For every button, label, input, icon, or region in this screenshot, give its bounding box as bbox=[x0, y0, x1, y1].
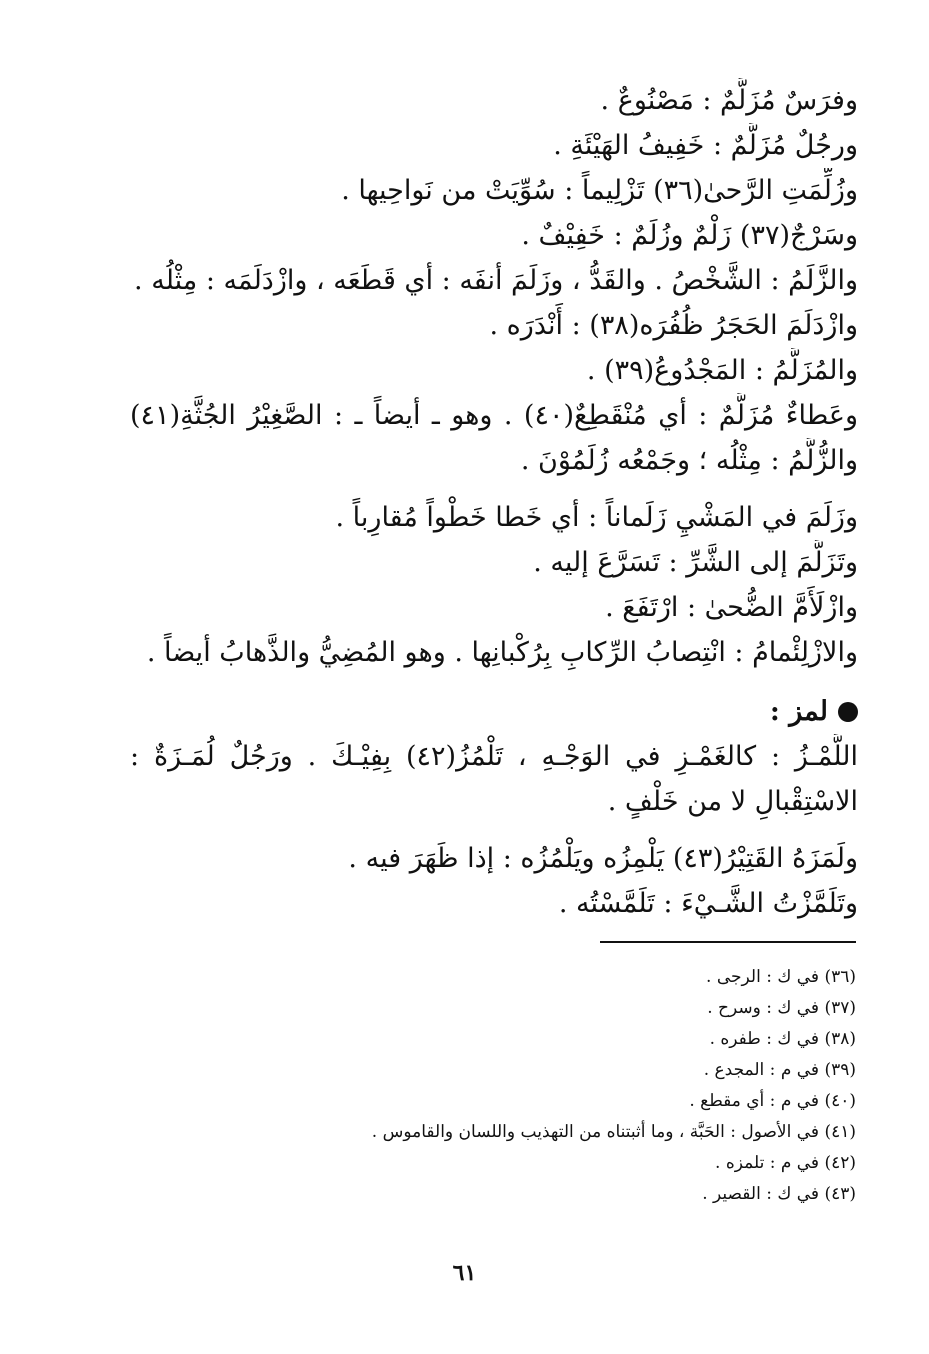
text-line: اللَّمْـزُ : كالغَمْـزِ في الوَجْـهِ ، تَلْمُزُ(٤٢) بِفِيْـكَ . ورَجُلٌ لُمَـزَةٌ : bbox=[130, 741, 858, 772]
text-line: والازْلِئْمامُ : انْتِصابُ الرِّكابِ بِرُكْبانِها . وهو المُضِيُّ والذَّهابُ أيضاً . bbox=[146, 637, 858, 668]
footnote: (٣٧) في ك : وسرح . bbox=[707, 998, 856, 1018]
text-line: والزُّلَّمُ : مِثْلُه ؛ وجَمْعُه زُلَمُوْنَ . bbox=[520, 445, 858, 476]
text-line: وتَزَلَّمَ إلى الشَّرِّ : تَسَرَّعَ إليه . bbox=[533, 547, 858, 578]
bullet-icon bbox=[838, 702, 858, 722]
footnote: (٣٩) في م : المجدع . bbox=[703, 1060, 856, 1080]
footnotes bbox=[300, 962, 856, 1210]
text-line: والزَّلَمُ : الشَّخْصُ . والقَدُّ ، وزَلَمَ أنفَه : أي قَطَعَه ، وازْدَلَمَه : مِثْلُه . bbox=[134, 265, 858, 296]
text-line: وازْلَأَمَّ الضُّحىٰ : ارْتَفَعَ . bbox=[605, 592, 858, 623]
text-line: وسَرْجٌ(٣٧) زَلْمٌ وزُلَمٌ : خَفِيْفٌ . bbox=[521, 220, 858, 251]
spacer bbox=[130, 824, 858, 836]
footnote: (٤٠) في م : أي مقطع . bbox=[689, 1091, 856, 1111]
footnote: (٤٣) في ك : القصير . bbox=[702, 1184, 856, 1204]
text-line: وفرَسٌ مُزَلَّمٌ : مَصْنُوعٌ . bbox=[600, 85, 858, 116]
text-line: ورجُلٌ مُزَلَّمٌ : خَفِيفُ الهَيْئَةِ . bbox=[553, 130, 858, 161]
footnote: (٤١) في الأصول : الحَبَّة ، وما أثبتناه من التهذيب واللسان والقاموس . bbox=[371, 1122, 856, 1142]
footnote: (٤٢) في م : تلمزه . bbox=[715, 1153, 856, 1173]
page-number: ٦١ bbox=[452, 1260, 477, 1286]
footnote: (٣٦) في ك : الرجى . bbox=[706, 967, 856, 987]
footnote-divider bbox=[600, 941, 856, 943]
entry-heading bbox=[130, 689, 858, 734]
entry-heading-label: لمز : bbox=[769, 696, 828, 727]
text-line: ولَمَزَهُ القَتِيْرُ(٤٣) يَلْمِزُه ويَلْمُزُه : إذا ظَهَرَ فيه . bbox=[348, 843, 858, 874]
text-line: وتَلَمَّزْتُ الشَّـيْءَ : تَلَمَّسْتُه . bbox=[558, 888, 858, 919]
text-line: والمُزَلَّمُ : المَجْدُوعُ(٣٩) . bbox=[586, 355, 858, 386]
footnote: (٣٨) في ك : طفره . bbox=[709, 1029, 856, 1049]
text-line: وزُلِّمَتِ الرَّحىٰ(٣٦) تَزْلِيماً : سُوِّيَتْ من نَواحِيها . bbox=[341, 175, 858, 206]
text-line: وعَطاءٌ مُزَلَّمٌ : أي مُنْقَطِعٌ(٤٠) . وهو ـ أيضاً ـ : الصَّغِيْرُ الجُثَّةِ(٤١) bbox=[130, 400, 858, 431]
spacer bbox=[130, 483, 858, 495]
main-text bbox=[130, 78, 858, 926]
text-line: الاسْتِقْبالِ لا من خَلْفٍ . bbox=[607, 786, 858, 817]
text-line: وازْدَلَمَ الحَجَرُ ظُفُرَه(٣٨) : أَنْدَرَه . bbox=[489, 310, 858, 341]
text-line: وزَلَمَ في المَشْيِ زَلَماناً : أي خَطا خَطْواً مُقارِباً . bbox=[335, 502, 858, 533]
